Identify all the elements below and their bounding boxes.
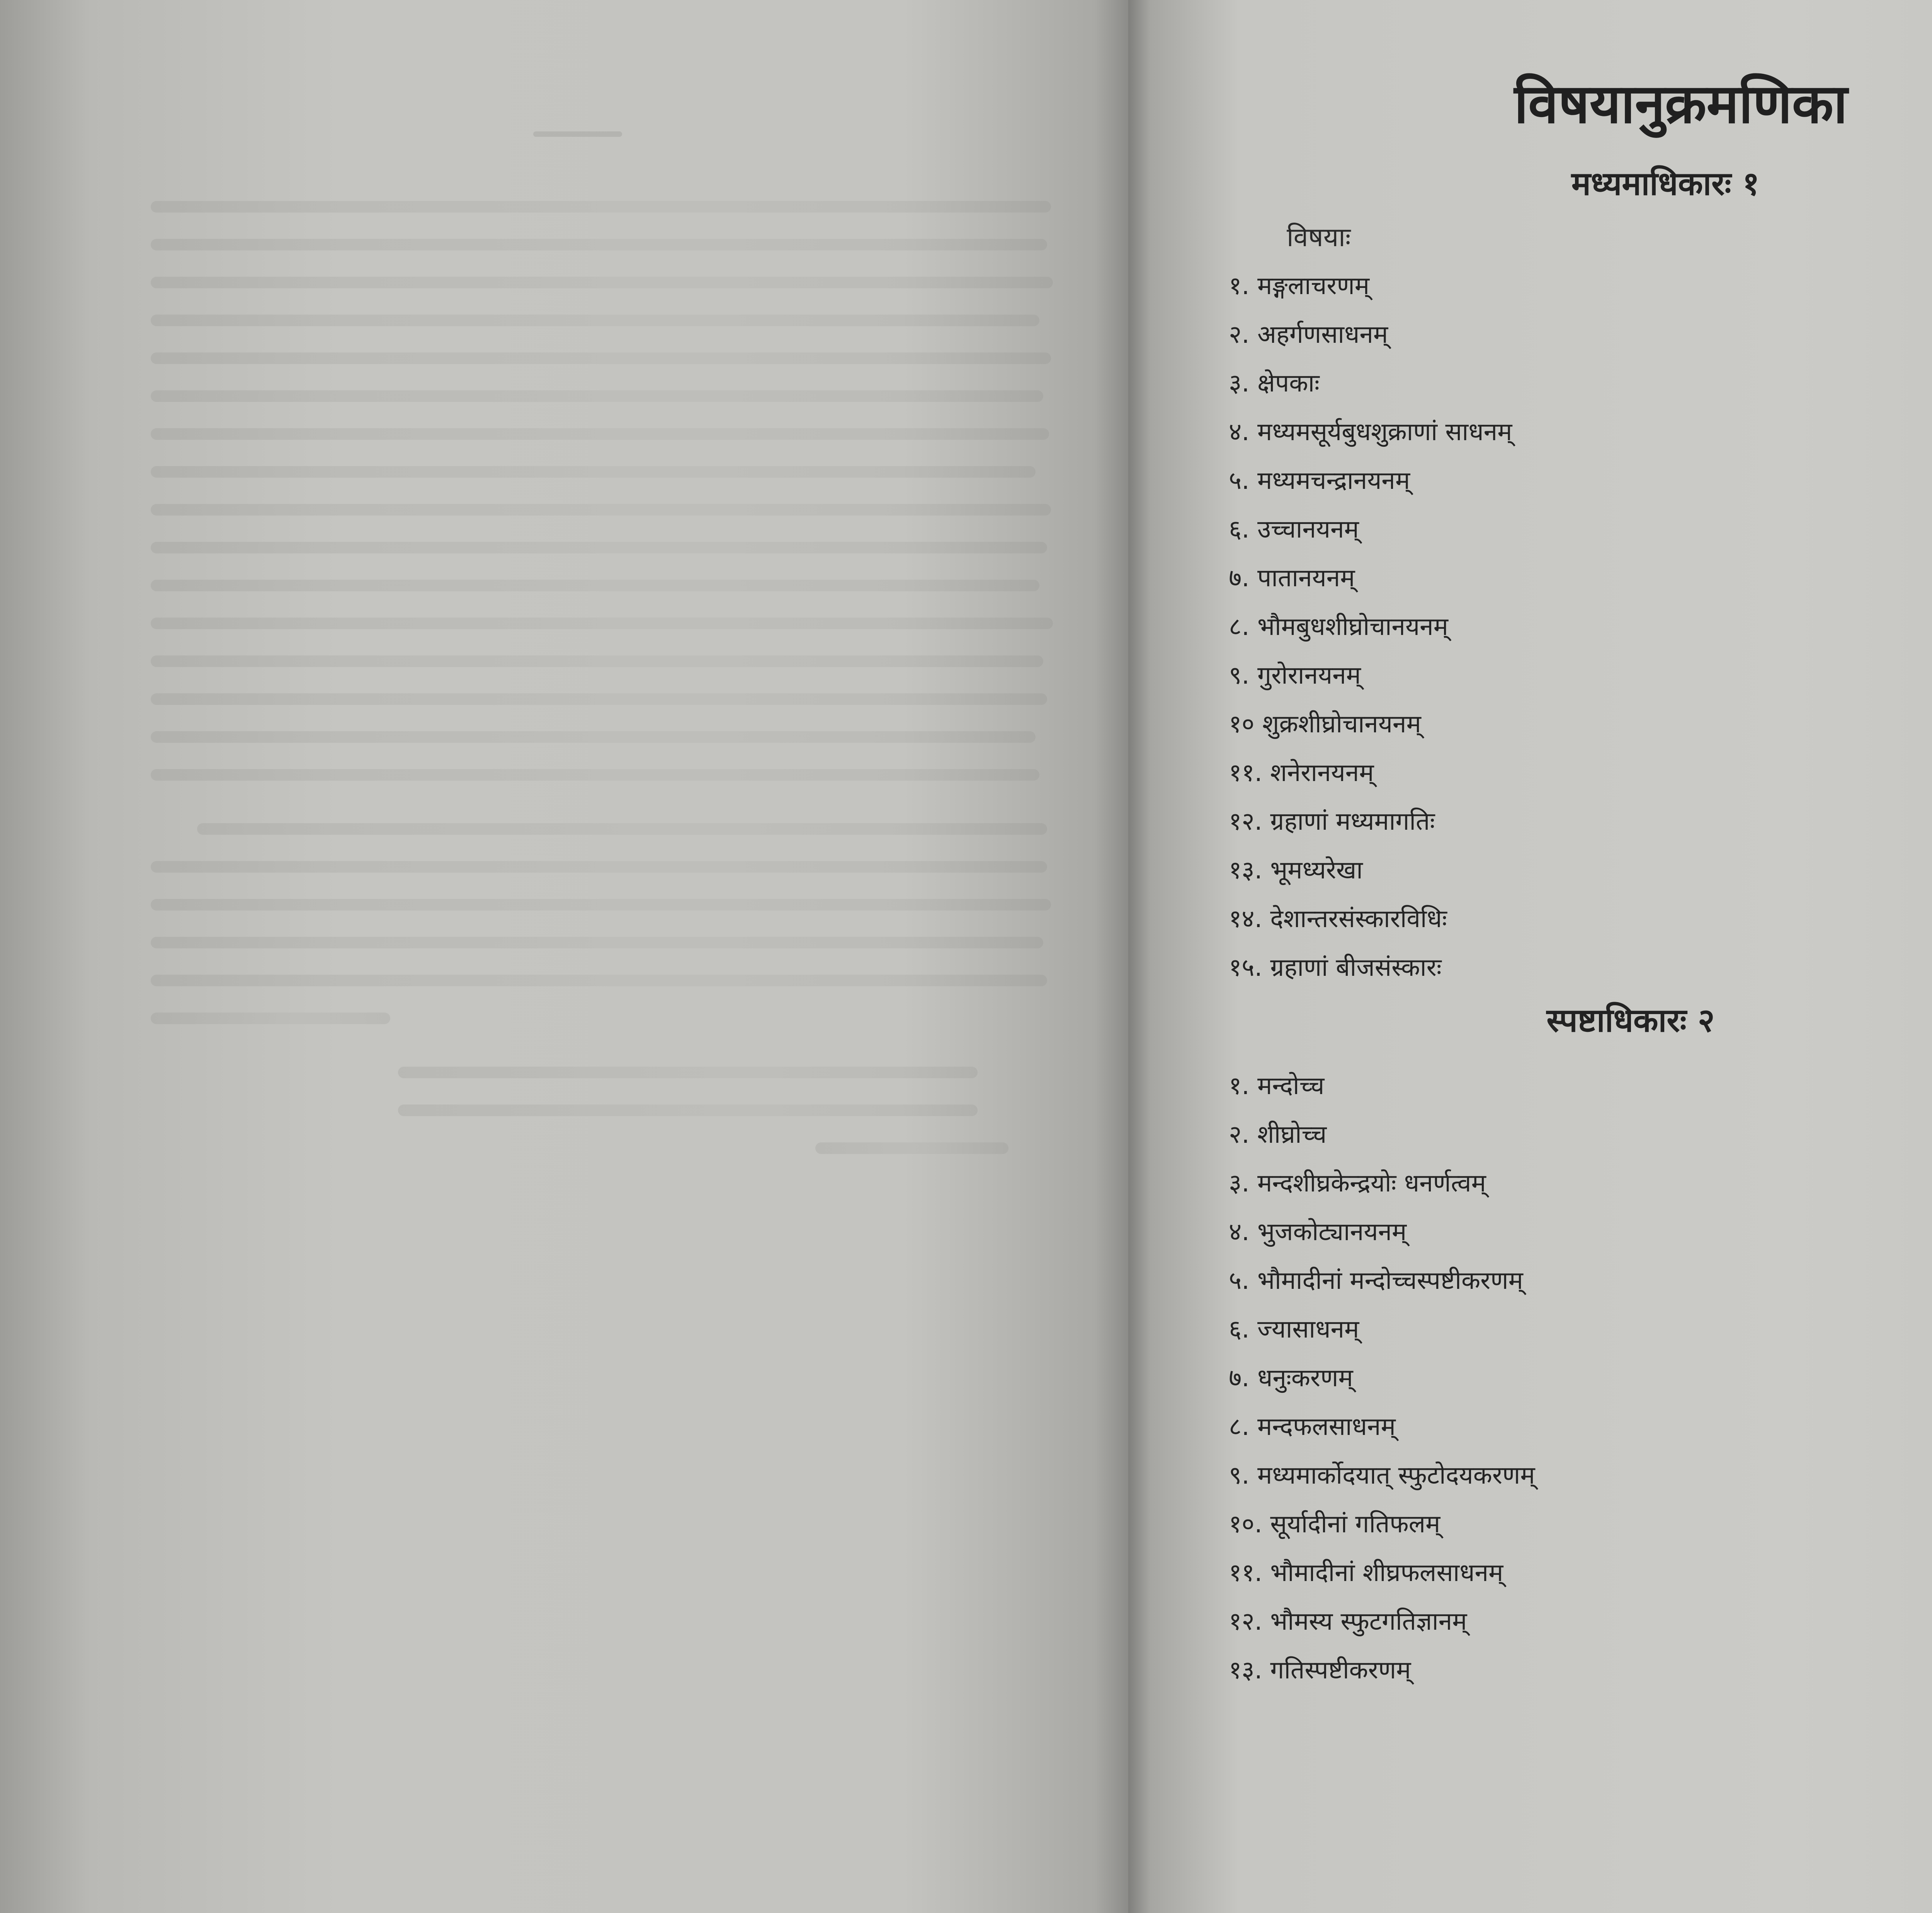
toc-entry[interactable] xyxy=(1229,802,1932,851)
toc-entry-title: ५. भौमादीनां मन्दोच्चस्पष्टीकरणम् xyxy=(1229,1266,1523,1295)
toc-entry[interactable] xyxy=(1229,656,1932,705)
toc-entry-title: ११. भौमादीनां शीघ्रफलसाधनम् xyxy=(1229,1559,1503,1587)
toc-entry[interactable] xyxy=(1229,1554,1932,1602)
toc-entry[interactable] xyxy=(1229,900,1932,948)
toc-entry-title: १. मन्दोच्च xyxy=(1229,1072,1325,1100)
toc-entry-title: १० शुक्रशीघ्रोचानयनम् xyxy=(1229,710,1421,739)
toc-list-section-1 xyxy=(1229,267,1932,997)
toc-entry[interactable] xyxy=(1229,1359,1932,1408)
toc-entry[interactable] xyxy=(1229,1115,1932,1164)
show-through-text-block xyxy=(151,201,1059,1180)
toc-entry[interactable] xyxy=(1229,461,1932,510)
toc-entry[interactable] xyxy=(1229,510,1932,559)
toc-entry[interactable] xyxy=(1229,1602,1932,1651)
toc-entry[interactable] xyxy=(1229,559,1932,608)
toc-entry-title: २. अहर्गणसाधनम् xyxy=(1229,320,1388,349)
page-title: विषयानुक्रमणिका xyxy=(1514,73,1848,136)
toc-entry-title: ६. ज्यासाधनम् xyxy=(1229,1315,1359,1344)
toc-entry-title: ३. क्षेपकाः xyxy=(1229,369,1320,398)
toc-entry[interactable] xyxy=(1229,851,1932,900)
toc-entry-title: ४. मध्यमसूर्यबुधशुक्राणां साधनम् xyxy=(1229,418,1512,446)
toc-entry-title: १३. भूमध्यरेखा xyxy=(1229,856,1363,885)
toc-entry-title: ११. शनेरानयनम् xyxy=(1229,759,1374,787)
toc-entry[interactable] xyxy=(1229,705,1932,754)
section-heading-madhyamadhikara: मध्यमाधिकारः १ xyxy=(1571,165,1760,203)
toc-entry[interactable] xyxy=(1229,1213,1932,1261)
toc-list-section-2 xyxy=(1229,1067,1932,1700)
toc-entry-title: ७. पातानयनम् xyxy=(1229,564,1355,592)
column-header-topic: विषयाः xyxy=(1287,222,1351,253)
toc-entry-title: १. मङ्गलाचरणम् xyxy=(1229,272,1370,300)
toc-entry[interactable] xyxy=(1229,1505,1932,1554)
toc-entry[interactable] xyxy=(1229,315,1932,364)
toc-entry[interactable] xyxy=(1229,1408,1932,1456)
toc-entry-title: ३. मन्दशीघ्रकेन्द्रयोः धनर्णत्वम् xyxy=(1229,1169,1486,1198)
toc-entry[interactable] xyxy=(1229,948,1932,997)
section-heading-spashtadhikara: स्पष्टाधिकारः २ xyxy=(1546,1001,1715,1039)
toc-entry[interactable] xyxy=(1229,364,1932,413)
toc-entry[interactable] xyxy=(1229,1164,1932,1213)
toc-entry[interactable] xyxy=(1229,1310,1932,1359)
toc-entry[interactable] xyxy=(1229,1456,1932,1505)
toc-entry-title: १५. ग्रहाणां बीजसंस्कारः xyxy=(1229,953,1442,982)
toc-entry[interactable] xyxy=(1229,1651,1932,1700)
toc-entry-title: ७. धनुःकरणम् xyxy=(1229,1364,1353,1392)
toc-entry-title: १२. भौमस्य स्फुटगतिज्ञानम् xyxy=(1229,1607,1467,1636)
toc-entry-title: २. शीघ्रोच्च xyxy=(1229,1120,1327,1149)
toc-entry-title: १३. गतिस्पष्टीकरणम् xyxy=(1229,1656,1411,1685)
toc-entry[interactable] xyxy=(1229,413,1932,461)
toc-entry-title: ६. उच्चानयनम् xyxy=(1229,515,1359,544)
toc-entry[interactable] xyxy=(1229,608,1932,656)
toc-entry-title: ८. मन्दफलसाधनम् xyxy=(1229,1413,1396,1441)
toc-entry[interactable] xyxy=(1229,267,1932,315)
toc-entry-title: ५. मध्यमचन्द्रानयनम् xyxy=(1229,466,1410,495)
toc-entry[interactable] xyxy=(1229,754,1932,802)
toc-entry[interactable] xyxy=(1229,1067,1932,1115)
toc-entry-title: ४. भुजकोट्यानयनम् xyxy=(1229,1218,1407,1246)
toc-entry[interactable] xyxy=(1229,1261,1932,1310)
toc-entry-title: ८. भौमबुधशीघ्रोचानयनम् xyxy=(1229,613,1448,641)
toc-entry-title: १२. ग्रहाणां मध्यमागतिः xyxy=(1229,807,1435,836)
toc-entry-title: १४. देशान्तरसंस्कारविधिः xyxy=(1229,905,1447,933)
toc-entry-title: १०. सूर्यादीनां गतिफलम् xyxy=(1229,1510,1440,1539)
toc-entry-title: ९. मध्यमार्कोदयात् स्फुटोदयकरणम् xyxy=(1229,1461,1535,1490)
toc-entry-title: ९. गुरोरानयनम् xyxy=(1229,661,1361,690)
faint-page-number-bleed xyxy=(533,131,622,137)
